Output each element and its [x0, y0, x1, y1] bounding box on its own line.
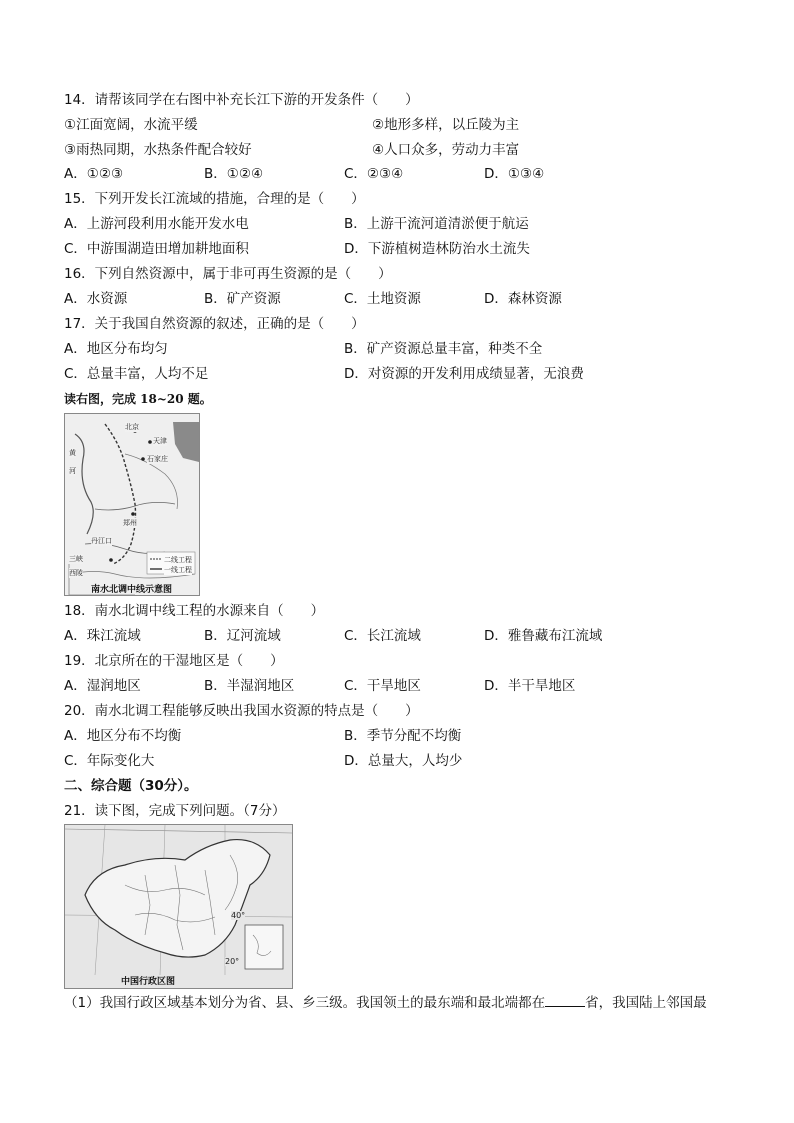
map-label-tianjin: 天津 [153, 437, 167, 445]
q21-sub1 [64, 994, 707, 1012]
q19-option-d: D．半干旱地区 [484, 678, 576, 694]
q14-statement-4: ④人口众多，劳动力丰富 [372, 142, 520, 158]
q14-statement-3: ③雨热同期，水热条件配合较好 [64, 142, 252, 158]
q14-option-d: D．①③④ [484, 166, 545, 182]
legend-line-1: 一线工程 [164, 566, 192, 574]
q17-option-b: B．矿产资源总量丰富，种类不全 [344, 341, 543, 357]
map-label-danjiangkou: 丹江口 [91, 537, 112, 545]
q17-option-c: C．总量丰富，人均不足 [64, 366, 209, 382]
q14-statement-2: ②地形多样，以丘陵为主 [372, 117, 520, 133]
q19-option-b: B．半湿润地区 [204, 678, 295, 694]
q20-option-a: A．地区分布不均衡 [64, 728, 182, 744]
legend-line-2: 二线工程 [164, 556, 192, 564]
latitude-20-label: 20° [225, 957, 240, 966]
map-label-huang: 黄 [69, 449, 76, 457]
q16-option-b: B．矿产资源 [204, 291, 281, 307]
q16-stem: 16．下列自然资源中，属于非可再生资源的是（ ） [64, 266, 392, 282]
q16-option-c: C．土地资源 [344, 291, 421, 307]
q14-stem: 14．请帮该同学在右图中补充长江下游的开发条件（ ） [64, 92, 419, 108]
q19-option-c: C．干旱地区 [344, 678, 421, 694]
q14-option-a: A．①②③ [64, 166, 124, 182]
figure-caption: 南水北调中线示意图 [91, 585, 173, 595]
china-map-caption: 中国行政区图 [121, 977, 176, 987]
q16-option-d: D．森林资源 [484, 291, 562, 307]
map-label-sanxia: 三峡 [69, 555, 83, 563]
q17-stem: 17．关于我国自然资源的叙述，正确的是（ ） [64, 316, 365, 332]
china-admin-map-svg [65, 825, 292, 988]
q21-stem: 21．读下图，完成下列问题。（7分） [64, 803, 286, 819]
q18-option-c: C．长江流域 [344, 628, 421, 644]
map-label-xiling: 西陵 [69, 569, 83, 577]
q14-option-b: B．①②④ [204, 166, 264, 182]
q19-option-a: A．湿润地区 [64, 678, 141, 694]
q20-option-c: C．年际变化大 [64, 753, 155, 769]
q15-option-c: C．中游围湖造田增加耕地面积 [64, 241, 249, 257]
q16-option-a: A．水资源 [64, 291, 128, 307]
q18-option-b: B．辽河流域 [204, 628, 281, 644]
answer-blank[interactable] [545, 994, 585, 1007]
map-label-beijing: 北京 [125, 423, 139, 431]
q18-stem: 18．南水北调中线工程的水源来自（ ） [64, 603, 325, 619]
map-label-shijiazhuang: 石家庄 [147, 455, 168, 463]
latitude-40-label: 40° [231, 911, 246, 920]
section-heading: 二、综合题（30分）。 [64, 778, 198, 794]
south-north-water-map [64, 413, 200, 596]
q17-option-a: A．地区分布均匀 [64, 341, 168, 357]
q21-sub1-text-b: 省，我国陆上邻国最 [585, 995, 707, 1011]
q15-option-a: A．上游河段利用水能开发水电 [64, 216, 249, 232]
q21-sub1-text-a: （1）我国行政区域基本划分为省、县、乡三级。我国领土的最东端和最北端都在 [64, 995, 546, 1011]
q14-option-c: C．②③④ [344, 166, 404, 182]
q20-stem: 20．南水北调工程能够反映出我国水资源的特点是（ ） [64, 703, 419, 719]
q17-option-d: D．对资源的开发利用成绩显著，无浪费 [344, 366, 584, 382]
q19-stem: 19．北京所在的干湿地区是（ ） [64, 653, 284, 669]
q15-option-d: D．下游植树造林防治水土流失 [344, 241, 530, 257]
map-label-zhengzhou: 郑州 [123, 519, 137, 527]
q18-option-d: D．雅鲁藏布江流域 [484, 628, 603, 644]
map-label-he: 河 [69, 467, 76, 475]
q20-option-d: D．总量大，人均少 [344, 753, 463, 769]
q18-option-a: A．珠江流域 [64, 628, 141, 644]
q14-statement-1: ①江面宽阔，水流平缓 [64, 117, 198, 133]
q15-option-b: B．上游干流河道清淤便于航运 [344, 216, 529, 232]
reading-note: 读右图，完成 18~20 题。 [64, 392, 212, 406]
china-admin-map [64, 824, 293, 989]
q20-option-b: B．季节分配不均衡 [344, 728, 462, 744]
q15-stem: 15．下列开发长江流域的措施，合理的是（ ） [64, 191, 365, 207]
